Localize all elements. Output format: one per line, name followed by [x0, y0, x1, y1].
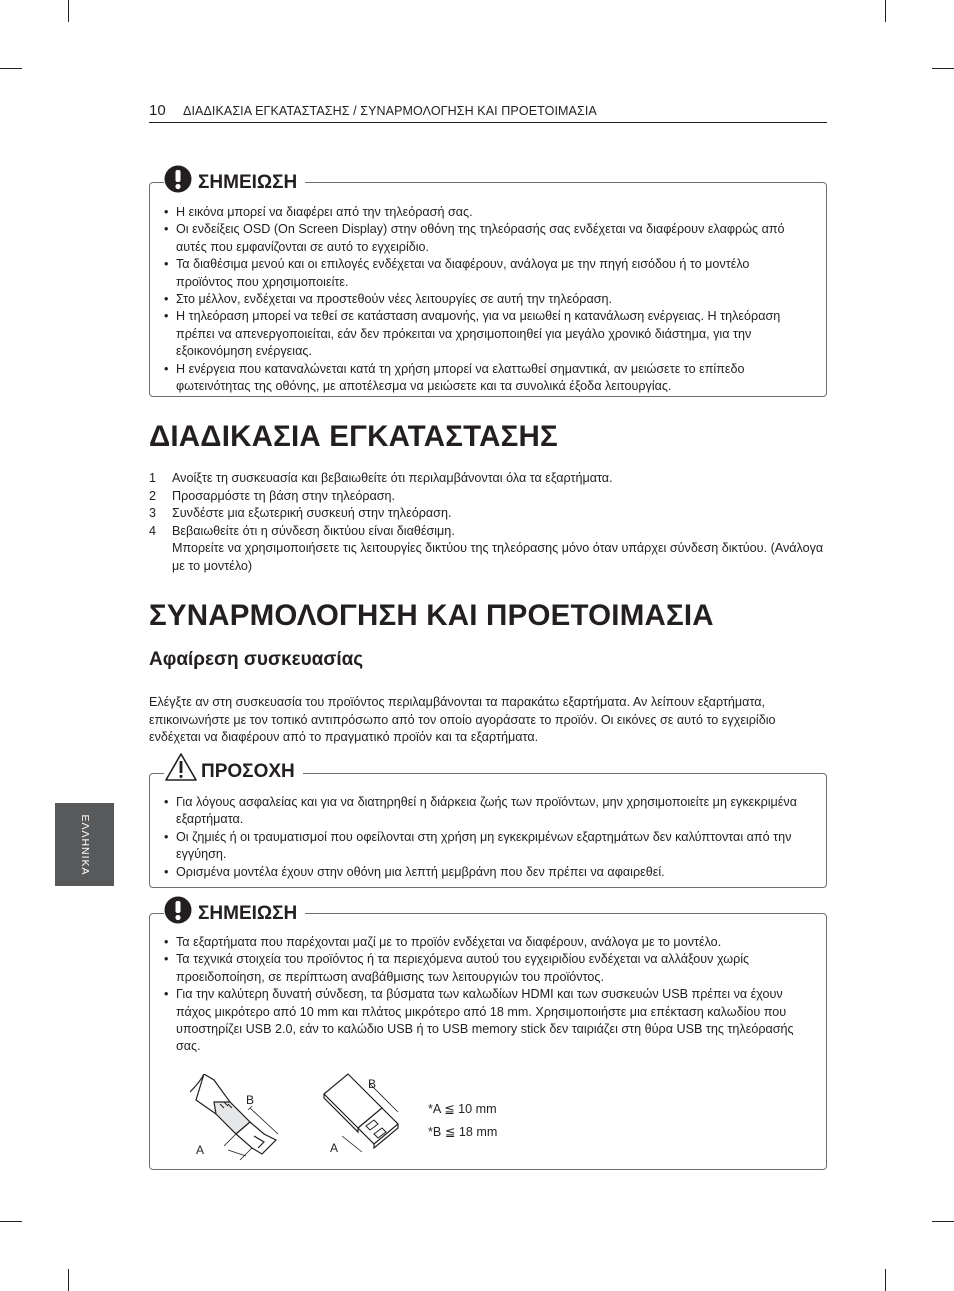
- label-b: B: [246, 1093, 255, 1107]
- installation-steps: [149, 470, 829, 575]
- list-item: • Η εικόνα μπορεί να διαφέρει από την τηλεόρασή σας.: [164, 204, 806, 221]
- measure-b: *B ≦ 18 mm: [428, 1125, 498, 1139]
- list-item: • Για την καλύτερη δυνατή σύνδεση, τα βύσματα των καλωδίων HDMI και των συσκευών USB πρέπει να έχουν πάχος μικρότερο από 10 mm και πλάτος μικρότερο από 18 mm. Χρησιμοποιήστε μια επέκταση καλωδίου που υποστηρίζει USB 2.0, εάν το καλώδιο USB ή το USB memory stick δεν ταιριάζει στη θύρα USB της τηλεόρασής σας.: [164, 986, 806, 1056]
- step-item: 4 Βεβαιωθείτε ότι η σύνδεση δικτύου είναι διαθέσιμη. Μπορείτε να χρησιμοποιήσετε τις λειτουργίες δικτύου της τηλεόρασης μόνο όταν υπάρχει σύνδεση δικτύου. (Ανάλογα με το μοντέλο): [149, 523, 824, 573]
- hdmi-plug-illustration: [190, 1074, 300, 1160]
- note-list: [164, 934, 806, 1056]
- list-item: • Τα διαθέσιμα μενού και οι επιλογές ενδέχεται να διαφέρουν, ανάλογα με την πηγή εισόδου ή το μοντέλο προϊόντος που χρησιμοποιείτε.: [164, 256, 806, 291]
- page-number: 10: [149, 102, 166, 119]
- section-title-assembly: ΣΥΝΑΡΜΟΛΟΓΗΣΗ ΚΑΙ ΠΡΟΕΤΟΙΜΑΣΙΑ: [149, 599, 714, 632]
- caution-box: [149, 761, 827, 888]
- list-item: • Τα εξαρτήματα που παρέχονται μαζί με το προϊόν ενδέχεται να διαφέρουν, ανάλογα με το μοντέλο.: [164, 934, 806, 951]
- note-heading: [164, 165, 305, 193]
- note-title: ΣΗΜΕΙΩΣΗ: [198, 903, 298, 924]
- list-item: • Τα τεχνικά στοιχεία του προϊόντος ή τα περιεχόμενα αυτού του εγχειριδίου ενδέχεται να αλλάξουν χωρίς προειδοποίηση, σε περίπτωση αναβάθμισης των λειτουργιών του προϊόντος.: [164, 951, 806, 986]
- language-tab: [55, 803, 114, 886]
- label-a: A: [330, 1141, 339, 1155]
- caution-title: ΠΡΟΣΟΧΗ: [201, 761, 295, 782]
- measure-a: *A ≦ 10 mm: [428, 1102, 497, 1116]
- list-item: • Ορισμένα μοντέλα έχουν στην οθόνη μια λεπτή μεμβράνη που δεν πρέπει να αφαιρεθεί.: [164, 864, 806, 881]
- step-item: 3 Συνδέστε μια εξωτερική συσκευή στην τηλεόραση.: [149, 506, 452, 520]
- breadcrumb: ΔΙΑΔΙΚΑΣΙΑ ΕΓΚΑΤΑΣΤΑΣΗΣ / ΣΥΝΑΡΜΟΛΟΓΗΣΗ ΚΑΙ ΠΡΟΕΤΟΙΜΑΣΙΑ: [183, 104, 597, 118]
- note-list: [164, 204, 806, 395]
- note-heading: [164, 896, 305, 924]
- caution-list: [164, 794, 806, 881]
- intro-paragraph: Ελέγξτε αν στη συσκευασία του προϊόντος περιλαμβάνονται τα παρακάτω εξαρτήματα. Αν λείπουν εξαρτήματα, επικοινωνήστε με τον τοπικό αντιπρόσωπο από τον οποίο αγοράσατε το προϊόν. Οι εικόνες σε αυτό το εγχειρίδιο ενδέχεται να διαφέρουν από το πραγματικό προϊόν και τα εξαρτήματα.: [149, 695, 776, 744]
- list-item: • Για λόγους ασφαλείας και για να διατηρηθεί η διάρκεια ζωής των προϊόντων, μην χρησιμοποιείτε μη εγκεκριμένα εξαρτήματα.: [164, 794, 806, 829]
- list-item: • Στο μέλλον, ενδέχεται να προστεθούν νέες λειτουργίες σε αυτή την τηλεόραση.: [164, 291, 806, 308]
- subsection-title-unpacking: Αφαίρεση συσκευασίας: [149, 649, 364, 670]
- language-tab-label: ΕΛΛΗΝΙΚΑ: [78, 813, 91, 876]
- caution-heading: [164, 752, 303, 782]
- page-header: [149, 100, 827, 123]
- list-item: • Οι ενδείξεις OSD (On Screen Display) στην οθόνη της τηλεόρασής σας ενδέχεται να διαφέρουν ελαφρώς από αυτές που εμφανίζονται σε αυτό το εγχειρίδιο.: [164, 221, 806, 256]
- step-item: 1 Ανοίξτε τη συσκευασία και βεβαιωθείτε ότι περιλαμβάνονται όλα τα εξαρτήματα.: [149, 471, 613, 485]
- note-box: [149, 172, 827, 397]
- exclamation-icon: [164, 896, 192, 924]
- list-item: • Η τηλεόραση μπορεί να τεθεί σε κατάσταση αναμονής, για να μειωθεί η κατανάλωση ενέργειας. Η τηλεόραση πρέπει να απενεργοποιείται, εάν δεν πρόκειται να χρησιμοποιηθεί για μεγάλο χρονικό διάστημα, για την εξοικονόμηση ενέργειας.: [164, 308, 806, 360]
- label-b: B: [368, 1077, 377, 1091]
- exclamation-icon: [164, 165, 192, 193]
- label-a: A: [196, 1143, 205, 1157]
- note-title: ΣΗΜΕΙΩΣΗ: [198, 172, 298, 193]
- warning-triangle-icon: [164, 752, 198, 782]
- usb-stick-illustration: [322, 1072, 412, 1158]
- step-item: 2 Προσαρμόστε τη βάση στην τηλεόραση.: [149, 488, 396, 503]
- list-item: • Οι ζημιές ή οι τραυματισμοί που οφείλονται στη χρήση μη εγκεκριμένων εξαρτημάτων δεν καλύπτονται από την εγγύηση.: [164, 829, 806, 864]
- note-box: [149, 903, 827, 1170]
- list-item: • Η ενέργεια που καταναλώνεται κατά τη χρήση μπορεί να ελαττωθεί σημαντικά, αν μειώσετε το επίπεδο φωτεινότητας της οθόνης, με αποτέλεσμα να μειώσετε και τα συνολικά έξοδα λειτουργίας.: [164, 361, 806, 396]
- section-title-installation: ΔΙΑΔΙΚΑΣΙΑ ΕΓΚΑΤΑΣΤΑΣΗΣ: [149, 420, 558, 453]
- step-extra: Μπορείτε να χρησιμοποιήσετε τις λειτουργίες δικτύου της τηλεόρασης μόνο όταν υπάρχει σύνδεση δικτύου. (Ανάλογα με το μοντέλο): [172, 541, 824, 573]
